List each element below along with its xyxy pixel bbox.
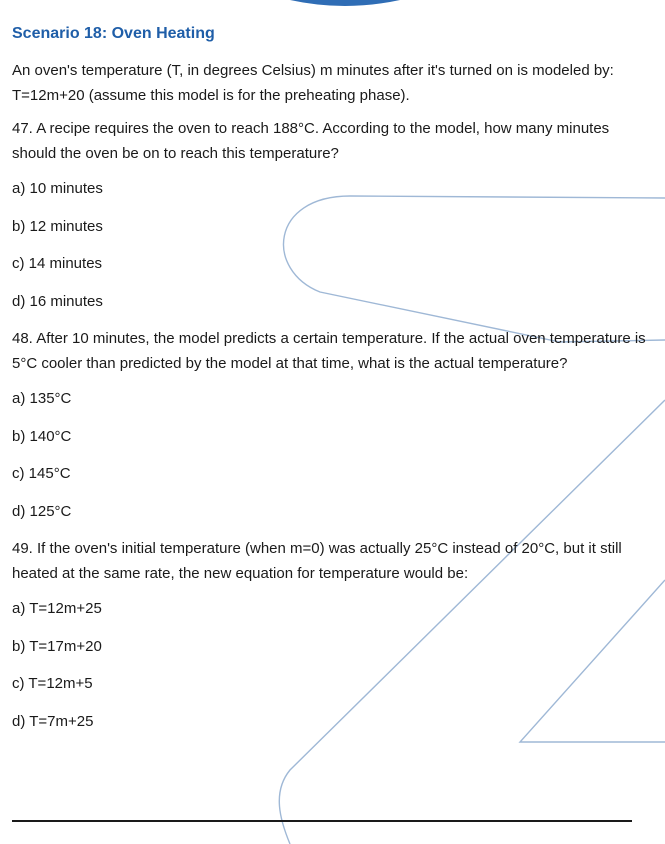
answer-option: a) 10 minutes	[12, 180, 103, 197]
footer-divider	[12, 820, 632, 822]
answer-option: a) T=12m+25	[12, 600, 102, 617]
answer-option: b) 140°C	[12, 427, 72, 445]
answer-option: d) T=7m+25	[12, 712, 94, 730]
answer-option: c) 14 minutes	[12, 255, 103, 272]
question-block	[12, 116, 651, 320]
answer-options	[12, 170, 651, 320]
question-text: 49. If the oven's initial temperature (when m=0) was actually 25°C instead of 20°C, but it still heated at the same rate, the new equation for temperature would be:	[12, 540, 622, 582]
answer-option: d) 16 minutes	[12, 292, 103, 310]
answer-option: b) T=17m+20	[12, 637, 102, 655]
question-block	[12, 326, 651, 530]
scenario-title: Scenario 18: Oven Heating	[12, 25, 215, 42]
answer-option: a) 135°C	[12, 390, 72, 407]
answer-options	[12, 380, 651, 530]
answer-option: d) 125°C	[12, 502, 72, 520]
scenario-intro: An oven's temperature (T, in degrees Celsius) m minutes after it's turned on is modeled by: T=12m+20 (assume this model is for the preheating phase).	[12, 62, 614, 104]
question-text: 48. After 10 minutes, the model predicts a certain temperature. If the actual oven temperature is 5°C cooler than predicted by the model at that time, what is the actual temperature?	[12, 330, 646, 372]
answer-option: c) T=12m+5	[12, 675, 93, 692]
question-text: 47. A recipe requires the oven to reach 188°C. According to the model, how many minutes should the oven be on to reach this temperature?	[12, 120, 610, 162]
answer-option: c) 145°C	[12, 465, 71, 482]
answer-option: b) 12 minutes	[12, 217, 103, 235]
question-block	[12, 536, 651, 740]
answer-options	[12, 590, 651, 740]
